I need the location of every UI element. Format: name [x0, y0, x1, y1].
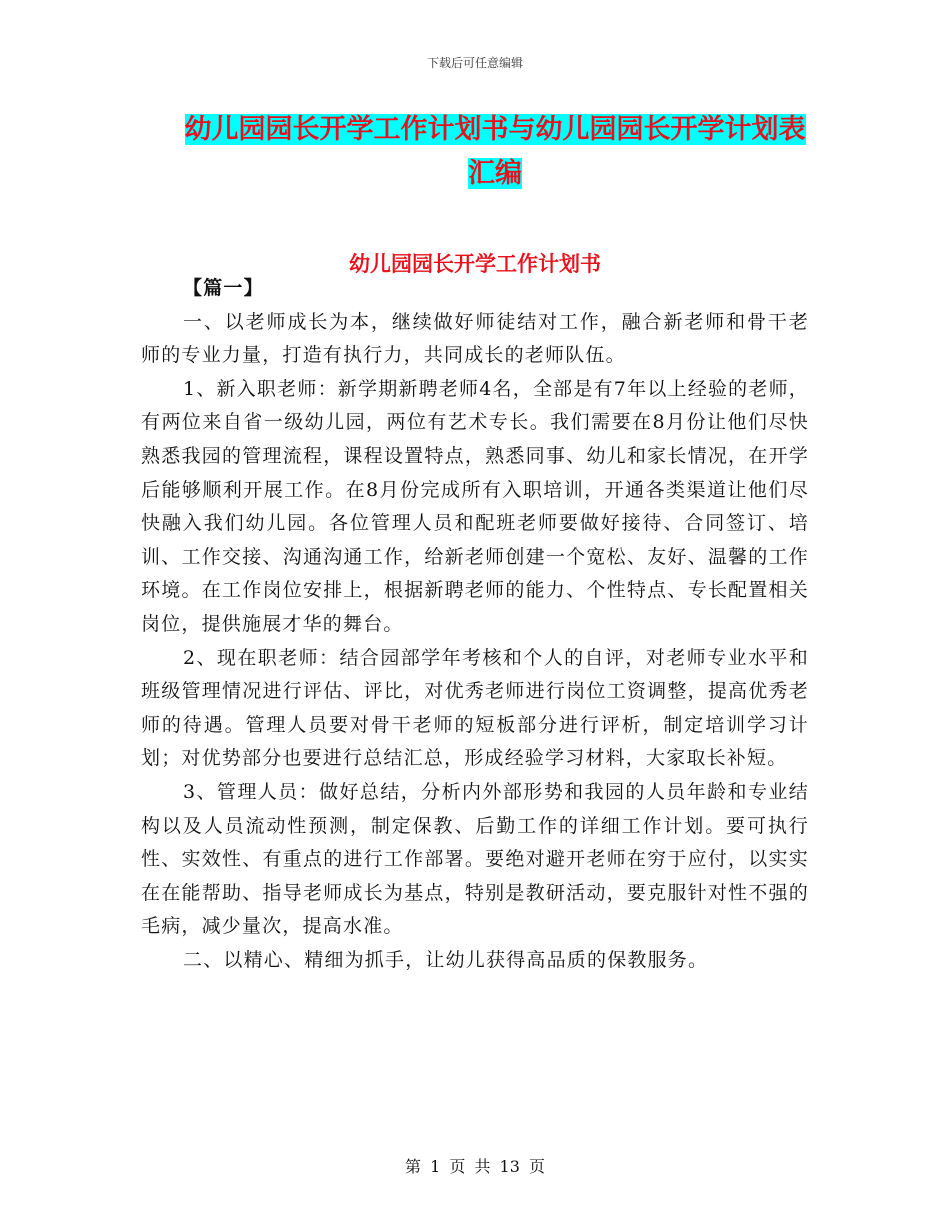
document-title-line-2: 汇编 — [468, 158, 522, 189]
section-title: 幼儿园园长开学工作计划书 — [349, 252, 601, 276]
body-paragraph: 1、新入职老师：新学期新聘老师4名，全部是有7年以上经验的老师，有两位来自省一级幼儿园，两位有艺术专长。我们需要在8月份让他们尽快熟悉我园的管理流程，课程设置特点，熟悉同事、幼儿和家长情况，在开学后能够顺利开展工作。在8月份完成所有入职培训，开通各类渠道让他们尽快融入我们幼儿园。各位管理人员和配班老师要做好接待、合同签订、培训、工作交接、沟通沟通工作，给新老师创建一个宽松、友好、温馨的工作环境。在工作岗位安排上，根据新聘老师的能力、个性特点、专长配置相关岗位，提供施展才华的舞台。 — [141, 377, 809, 635]
header-note: 下载后可任意编辑 — [426, 56, 523, 70]
document-body — [141, 272, 809, 977]
body-paragraph: 一、以老师成长为本，继续做好师徒结对工作，融合新老师和骨干老师的专业力量，打造有执行力，共同成长的老师队伍。 — [141, 310, 809, 367]
piece-label: 【篇一】 — [183, 277, 264, 299]
body-paragraph: 二、以精心、精细为抓手，让幼儿获得高品质的保教服务。 — [183, 948, 709, 971]
page-footer: 第 1 页 共 13 页 — [405, 1157, 545, 1176]
body-paragraph: 3、管理人员：做好总结，分析内外部形势和我园的人员年龄和专业结构以及人员流动性预测，制定保教、后勤工作的详细工作计划。要可执行性、实效性、有重点的进行工作部署。要绝对避开老师在穷于应付，以实实在在能帮助、指导老师成长为基点，特别是教研活动，要克服针对性不强的毛病，减少量次，提高水准。 — [141, 780, 809, 938]
document-title-line-1: 幼儿园园长开学工作计划书与幼儿园园长开学计划表 — [184, 114, 806, 145]
document-title — [140, 108, 850, 196]
body-paragraph: 2、现在职老师：结合园部学年考核和个人的自评，对老师专业水平和班级管理情况进行评估、评比，对优秀老师进行岗位工资调整，提高优秀老师的待遇。管理人员要对骨干老师的短板部分进行评析，制定培训学习计划；对优势部分也要进行总结汇总，形成经验学习材料，大家取长补短。 — [141, 646, 809, 770]
